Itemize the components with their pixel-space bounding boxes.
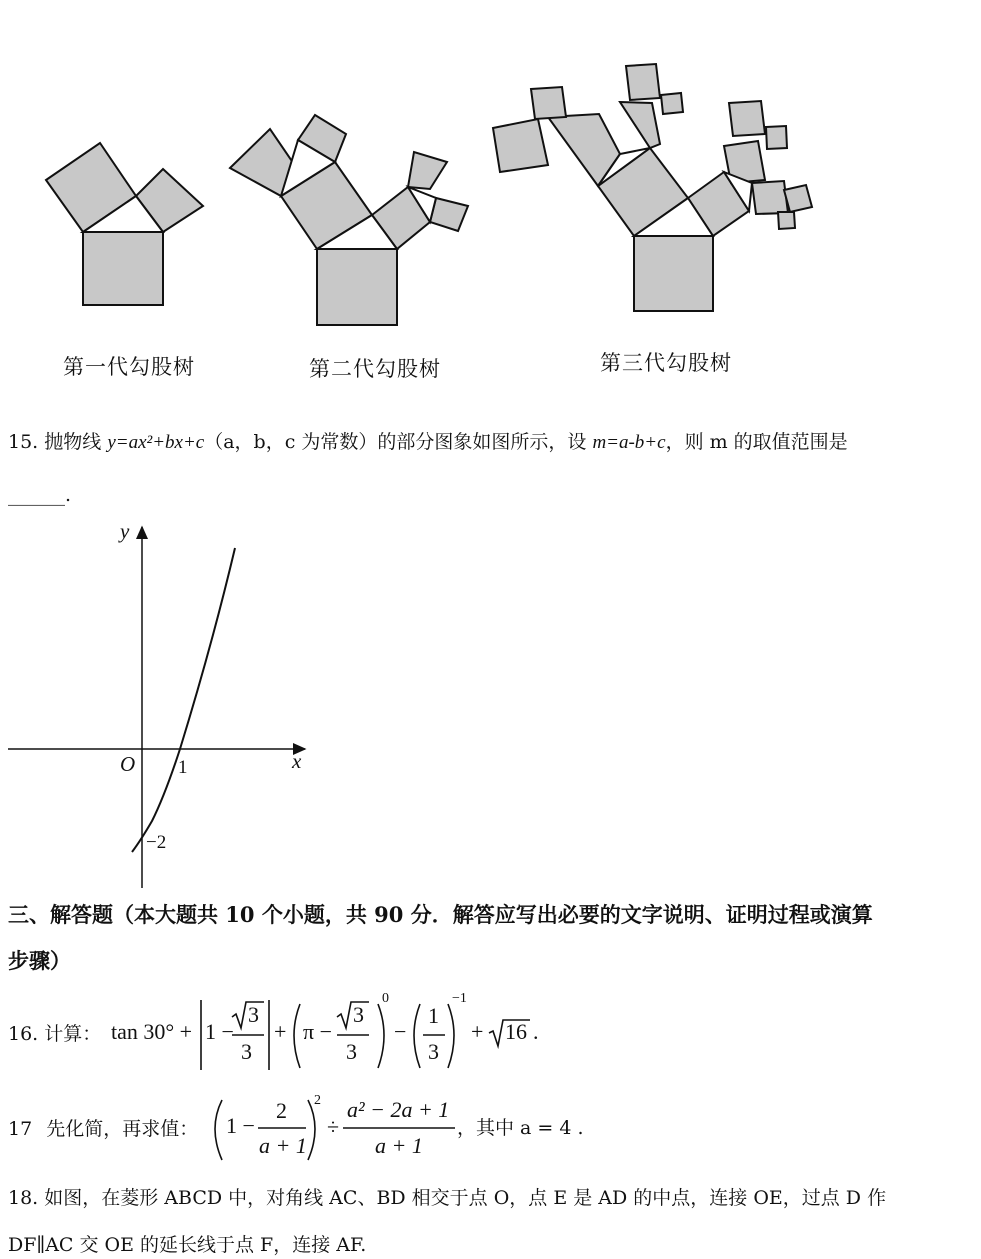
q16-exp-neg1: −1 (452, 991, 467, 1006)
q18-line1: 18. 如图，在菱形 ABCD 中，对角线 AC、BD 相交于点 O，点 E 是 AD 的中点，连接 OE，过点 D 作 (8, 1187, 887, 1209)
q17-label: 先化简，再求值： (46, 1118, 199, 1140)
tree3-rlr-square (766, 126, 787, 149)
q15-m-definition: m=a-b+c (592, 432, 666, 453)
tree3-llr-square (531, 87, 566, 119)
caption-gen2: 第二代勾股树 (309, 357, 441, 381)
q17-div: ÷ (327, 1114, 340, 1139)
caption-gen3: 第三代勾股树 (600, 351, 732, 375)
q17-exp2: 2 (314, 1093, 321, 1108)
q15-text-a: 抛物线 (44, 431, 108, 453)
q16-den3-a: 3 (241, 1039, 252, 1064)
q16-plus: + (274, 1019, 287, 1044)
tree3-base-square (634, 236, 713, 311)
pythagoras-tree-figure (0, 0, 981, 410)
section-3-heading: 三、解答题（本大题共 10 个小题，共 90 分．解答应写出必要的文字说明、证明过程或演算 (8, 902, 873, 927)
q16-plus2: + (471, 1019, 484, 1044)
q17-one-minus: 1 − (226, 1113, 255, 1138)
caption-gen1: 第一代勾股树 (63, 355, 195, 379)
q16-den3-c: 3 (428, 1039, 439, 1064)
x-intercept-label: 1 (178, 757, 188, 778)
q17-den-a1: a + 1 (259, 1133, 307, 1158)
y-axis-label: y (120, 519, 130, 543)
q16-pi-minus: π − (303, 1019, 333, 1044)
q16-one: 1 (428, 1003, 439, 1028)
y-intercept-label: −2 (146, 832, 167, 853)
q15-text-c: ，则 m 的取值范围是 (665, 431, 848, 453)
tree3-rrr-square (778, 212, 795, 229)
origin-label: O (120, 752, 136, 776)
q15-answer-blank: ______. (8, 484, 72, 506)
tree3-lll-square (493, 119, 548, 172)
q16-one-minus: 1 − (205, 1019, 234, 1044)
tree3-rrl-square (784, 185, 812, 212)
tree3-rr-square (752, 181, 788, 214)
q17-den-big: a + 1 (375, 1133, 423, 1158)
q16-sqrt3-a: 3 (248, 1002, 259, 1027)
q16-den3-b: 3 (346, 1039, 357, 1064)
q16-num: 16. (8, 1023, 39, 1045)
q17-tail: ，其中 a = 4 . (457, 1117, 584, 1139)
q17-num: 17 (8, 1118, 33, 1140)
parabola-curve (132, 548, 235, 852)
q15-number: 15. (8, 431, 39, 453)
q15-equation: y=ax²+bx+c (107, 432, 205, 453)
q16-tan: tan 30° + (111, 1019, 193, 1044)
q16-sqrt3-b: 3 (353, 1002, 364, 1027)
x-axis-label: x (292, 749, 302, 773)
tree3-lr-square (620, 102, 660, 148)
question-15 (8, 429, 848, 456)
tree2-r-square-a (408, 152, 447, 189)
q16-minus: − (394, 1019, 407, 1044)
tree1-base-square (83, 232, 163, 305)
tree3-lrr-square (661, 93, 683, 114)
q18-line2: DF∥AC 交 OE 的延长线于点 F，连接 AF. (8, 1234, 367, 1256)
tree3-rll-square (729, 101, 765, 136)
tree3-lrl-square (626, 64, 660, 100)
q16-label: 计算： (44, 1023, 102, 1045)
tree2-base-square (317, 249, 397, 325)
q17-num2: 2 (276, 1098, 287, 1123)
q16-sqrt16: 16 (505, 1019, 527, 1044)
q15-text-b: （a，b，c 为常数）的部分图象如图所示，设 (204, 431, 593, 453)
q16-exp0: 0 (382, 991, 389, 1006)
q16-end: . (533, 1019, 539, 1044)
q17-num-big: a² − 2a + 1 (347, 1097, 450, 1122)
section-3-heading-cont: 步骤） (8, 948, 71, 973)
